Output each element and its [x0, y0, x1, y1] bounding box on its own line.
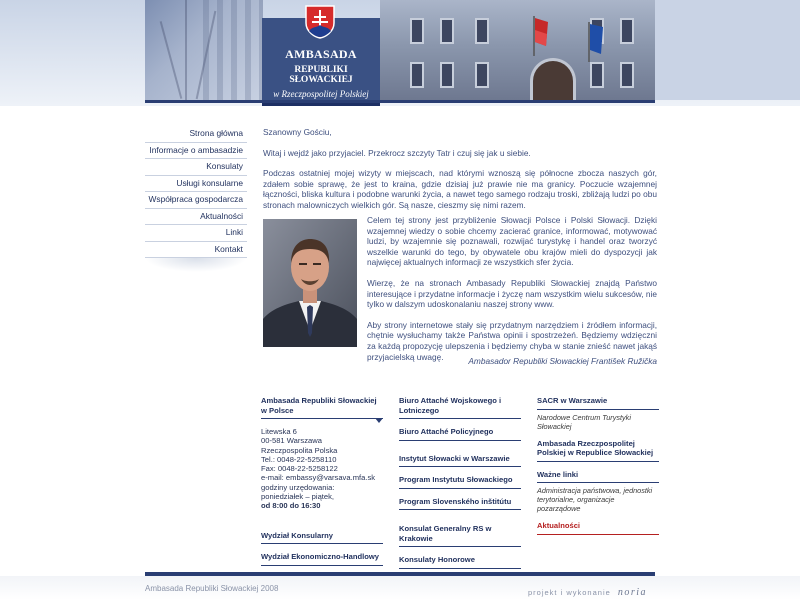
- sacr-warsaw-link[interactable]: SACR w Warszawie: [537, 396, 659, 410]
- flag-blue-icon: [588, 22, 604, 62]
- paragraph-4: Wierzę, że na stronach Ambasady Republiki Słowackiej znajdą Państwo interesujące i przydatne informacje i życzę nam wszystkim wielu sukcesów, nie tylko w dalszym udoskonalaniu naszej strony www.: [367, 277, 657, 310]
- institute-program-sk-link[interactable]: Program Slovenského inštitútu: [399, 497, 521, 511]
- nav-item-about-embassy[interactable]: Informacje o ambasadzie: [145, 143, 247, 160]
- economic-trade-department-link[interactable]: Wydział Ekonomiczno-Handlowy: [261, 552, 383, 566]
- footer-column-institutions: [399, 396, 521, 577]
- title-line-2: REPUBLIKI SŁOWACKIEJ: [289, 65, 353, 85]
- polish-embassy-slovakia-link[interactable]: Ambasada Rzeczpospolitej Polskiej w Republice Słowackiej: [537, 439, 659, 462]
- credits-label: projekt i wykonanie: [528, 588, 611, 597]
- nav-item-home[interactable]: Strona główna: [145, 126, 247, 143]
- ambassador-portrait: [263, 219, 357, 347]
- sacr-description: Narodowe Centrum Turystyki Słowackiej: [537, 412, 631, 431]
- address-line: Litewska 6: [261, 427, 297, 436]
- office-hours: od 8:00 do 16:30: [261, 501, 321, 511]
- nav-item-consular-services[interactable]: Usługi konsularne: [145, 176, 247, 193]
- email-line[interactable]: e-mail: embassy@varsava.mfa.sk: [261, 473, 376, 483]
- ambassador-signature: Ambasador Republiki Słowackiej František Ružička: [468, 356, 657, 366]
- footer-column-links: [537, 396, 659, 543]
- noria-logo[interactable]: noria: [617, 587, 648, 598]
- nav-shadow: [145, 258, 247, 272]
- embassy-address: [261, 427, 383, 511]
- nav-item-links[interactable]: Linki: [145, 225, 247, 242]
- fax-line: Fax: 0048-22-5258122: [261, 464, 338, 474]
- address-line: 00-581 Warszawa: [261, 436, 322, 446]
- paragraph-5: Aby strony internetowe stały się przydatnym narzędziem i źródłem informacji, chętnie wysłuchamy także Państwa opinii i spostrzeżeń. Będziemy wdzięczni za każdą propozycję ulepszenia i będziemy chyba w stanie znieść nawet jakąś przyjacielską uwagę.: [367, 319, 657, 362]
- greeting: Szanowny Gościu,: [263, 127, 332, 137]
- days-label: poniedziałek – piątek,: [261, 492, 335, 502]
- welcome-text: [263, 127, 657, 221]
- paragraph-3: Celem tej strony jest przybliżenie Słowacji Polsce i Polski Słowacji. Dzięki wzajemnej wiedzy o sobie chcemy zacierać granice, informować, motywować ludzi, by wzajemnie się poznawali, rozwijać turystykę i handel oraz tworzyć wszelkie warunki do tego, by obywatele obu krajów mieli do dyspozycji jak najwięcej aktualnych informacji ze wszystkich sfer życia.: [367, 215, 657, 268]
- paragraph-2: Podczas ostatniej mojej wizyty w miejscach, nad którymi wznoszą się północne zbocza naszych gór, zdałem sobie sprawę, że jest to kraina, gdzie dzisiaj już prawie nie ma granicy. Poczucie wzajemnej łączności, bliska kultura i podobne warunki życia, a nawet tego samego rodzaju troski, zbliżają ludzi po obu stronach malowniczych wielkich gór. Są nasze, cieszmy się nimi razem.: [263, 168, 657, 210]
- embassy-contact-title[interactable]: Ambasada Republiki Słowackiej w Polsce: [261, 396, 383, 419]
- welcome-text-continued: [367, 215, 657, 372]
- main-navigation: [145, 126, 247, 272]
- footer-column-embassy: [261, 396, 383, 574]
- important-links-description: Administracja państwowa, jednostki terytorialne, organizacje pozarządowe: [537, 486, 653, 513]
- title-line-3: w Rzeczpospolitej Polskiej: [273, 89, 369, 99]
- title-line-1: AMBASADA: [285, 47, 357, 61]
- slovak-institute-link[interactable]: Instytut Słowacki w Warszawie: [399, 454, 521, 468]
- dropdown-arrow-icon[interactable]: [375, 418, 383, 423]
- nav-item-consulates[interactable]: Konsulaty: [145, 159, 247, 176]
- header-right-band: [655, 0, 800, 100]
- nav-item-contact[interactable]: Kontakt: [145, 242, 247, 259]
- coat-of-arms-icon: [305, 5, 335, 39]
- hours-label: godziny urzędowania:: [261, 482, 335, 492]
- copyright-text: Ambasada Republiki Słowackiej 2008: [145, 584, 279, 593]
- header-tree-image: [145, 0, 263, 100]
- flag-red-icon: [533, 16, 549, 56]
- military-attache-link[interactable]: Biuro Attaché Wojskowego i Lotniczego: [399, 396, 521, 419]
- header-building-photo: [380, 0, 655, 100]
- honorary-consulates-link[interactable]: Konsulaty Honorowe: [399, 555, 521, 569]
- phone-line: Tel.: 0048-22-5258110: [261, 454, 337, 464]
- footer-band: [0, 576, 800, 600]
- credits[interactable]: [528, 587, 647, 598]
- police-attache-link[interactable]: Biuro Attaché Policyjnego: [399, 427, 521, 441]
- consulate-krakow-link[interactable]: Konsulat Generalny RS w Krakowie: [399, 524, 521, 547]
- nav-item-economic-cooperation[interactable]: Współpraca gospodarcza: [145, 192, 247, 209]
- header-divider: [145, 100, 655, 103]
- institute-program-pl-link[interactable]: Program Instytutu Słowackiego: [399, 475, 521, 489]
- paragraph-1: Witaj i wejdź jako przyjaciel. Przekrocz szczyty Tatr i czuj się jak u siebie.: [263, 147, 531, 158]
- news-link[interactable]: Aktualności: [537, 521, 659, 535]
- nav-item-news[interactable]: Aktualności: [145, 209, 247, 226]
- address-line: Rzeczpospolita Polska: [261, 445, 338, 455]
- important-links-link[interactable]: Ważne linki: [537, 470, 659, 484]
- consular-department-link[interactable]: Wydział Konsularny: [261, 531, 383, 545]
